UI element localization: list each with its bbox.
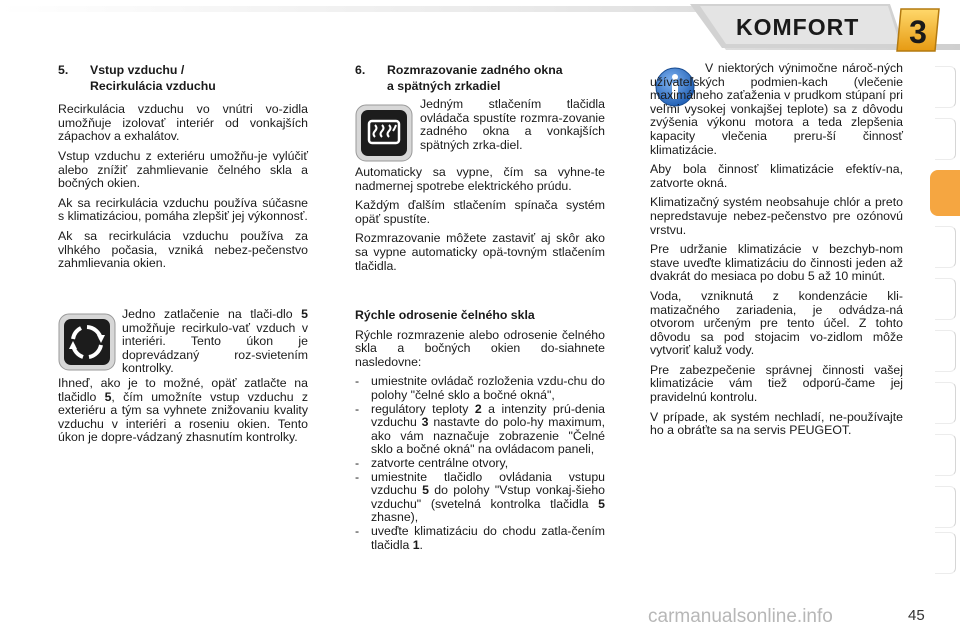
list-item: - zatvorte centrálne otvory,	[355, 455, 509, 470]
section-6-heading-line2: a spätných zrkadiel	[387, 78, 501, 93]
paragraph: Recirkulácia vzduchu vo vnútri vo-zidla umožňuje izolovať interiér od vonkajších zápachov a exhalátov.	[58, 102, 308, 144]
rear-defrost-text: Jedným stlačením tlačidla ovládača spustíte rozmra-zovanie zadného okna a vonkajších spätných zrka-diel.	[420, 97, 605, 152]
paragraph: Pre udržanie klimatizácie v bezchyb-nom stave uveďte klimatizáciu do činnosti jeden až dvakrát do mesiaca po dobu 5 až 10 minút.	[650, 242, 903, 284]
paragraph: Rozmrazovanie môžete zastaviť aj skôr ako sa vypne automaticky opä-tovným stlačením tlačidla.	[355, 231, 605, 273]
chapter-tab	[935, 226, 956, 268]
steps-list	[355, 375, 605, 552]
paragraph: Aby bola činnosť klimatizácie efektív-na, zatvorte okná.	[650, 162, 903, 190]
paragraph: Pre zabezpečenie správnej činnosti vašej klimatizácie vám tiež odporú-čame jej pravidelnú kontrolu.	[650, 362, 903, 405]
column-3	[650, 62, 903, 444]
chapter-tab	[935, 382, 956, 424]
info-note: V niektorých výnimočne nároč-ných užívateľských podmien-kach (vlečenie maximálneho zaťaženia v prudkom stúpaní pri veľmi vysokej vonkajšej teplote) sa z dôvodu zvýšenia výkonu motora a teda zlepšenia kapacity vlečenia preru-ší činnosť klimatizácie.	[650, 61, 903, 157]
paragraph: Voda, vzniknutá z kondenzácie kli-matizačného zariadenia, je odvádza-ná otvorom určeným pre tento účel. Z tohto dôvodu sa pod stojacim vo-zidlom môže vytvoriť kaluž vody.	[650, 288, 903, 358]
list-item: - uveďte klimatizáciu do chodu zatla-čením tlačidla 1.	[355, 523, 605, 552]
list-item: - umiestnite tlačidlo ovládania vstupu vzduchu 5 do polohy "Vstup vonkaj-šieho vzduchu" (svetelná kontrolka tlačidla 5 zhasne),	[355, 469, 605, 525]
chapter-tab	[935, 278, 956, 320]
watermark: carmanualsonline.info	[648, 606, 833, 627]
section-5-heading-line2: Recirkulácia vzduchu	[90, 78, 216, 93]
column-1	[58, 64, 308, 277]
column-2-body	[355, 166, 605, 279]
paragraph-after-recirculation: Ihneď, ako je to možné, opäť zatlačte na tlačidlo 5, čím umožníte vstup vzduchu z exteriéru a tým sa vyhnete znižovaniu kvality vzduchu v interiéri a roseniu okien. Tento úkon je dopre-vádzaný zhasnutím kontrolky.	[58, 376, 308, 445]
chapter-tab	[935, 532, 956, 574]
paragraph: V prípade, ak systém nechladí, ne-používajte ho a obráťte sa na servis PEUGEOT.	[650, 409, 903, 438]
chapter-tabs	[932, 66, 960, 574]
list-item: - regulátory teploty 2 a intenzity prú-denia vzduchu 3 nastavte do polo-hy maximum, ako vám naznačuje zobrazenie "Čelné sklo a bočné okná" na ovládacom paneli,	[355, 401, 606, 457]
column-2-heading	[355, 64, 605, 93]
page-header	[0, 0, 960, 56]
paragraph: Automaticky sa vypne, čím sa vyhne-te nadmernej spotrebe elektrického prúdu.	[355, 165, 605, 193]
chapter-tab	[935, 434, 956, 476]
section-5-heading: 5. Vstup vzduchu /	[58, 63, 185, 77]
windscreen-section	[355, 309, 605, 552]
page-number: 45	[908, 607, 925, 624]
section-6-heading: 6. Rozmrazovanie zadného okna	[355, 63, 563, 77]
sub-heading: Rýchle odrosenie čelného skla	[355, 308, 535, 322]
chapter-tab	[935, 118, 956, 160]
page-title: KOMFORT	[736, 14, 860, 40]
paragraph: Ak sa recirkulácia vzduchu používa súčasne s klimatizáciou, pomáha zlepšiť jej výkonnosť.	[58, 195, 308, 224]
paragraph: Rýchle rozmrazenie alebo odrosenie čelného skla a bočných okien do-siahnete nasledovne:	[355, 327, 605, 369]
chapter-number: 3	[909, 14, 927, 50]
paragraph: Klimatizačný systém neobsahuje chlór a preto nepredstavuje nebez-pečenstvo pre ozónovú vrstvu.	[650, 195, 903, 237]
paragraph: Vstup vzduchu z exteriéru umožňu-je vylúčiť alebo znížiť zahmlievanie čelného skla a bočných okien.	[58, 148, 308, 191]
rear-defrost-button-icon	[355, 104, 413, 162]
recirculation-text: Jedno zatlačenie na tlači-dlo 5 umožňuje recirkulo-vať vzduch v interiéri. Tento úkon je doprevádzaný roz-svietením kontrolky.	[122, 307, 308, 376]
chapter-tab	[935, 330, 956, 372]
recirculation-button-icon	[58, 313, 116, 371]
paragraph: Ak sa recirkulácia vzduchu používa za vlhkého počasia, vzniká nebez-pečenstvo zahmlievania okien.	[58, 228, 308, 271]
chapter-tab-active	[930, 170, 960, 216]
chapter-tab	[935, 486, 956, 528]
chapter-badge	[893, 5, 943, 55]
chapter-tab	[935, 66, 956, 108]
paragraph: Každým ďalším stlačením spínača systém opäť spustíte.	[355, 198, 605, 226]
list-item: - umiestnite ovládač rozloženia vzdu-chu do polohy "čelné sklo a bočné okná",	[355, 374, 605, 402]
